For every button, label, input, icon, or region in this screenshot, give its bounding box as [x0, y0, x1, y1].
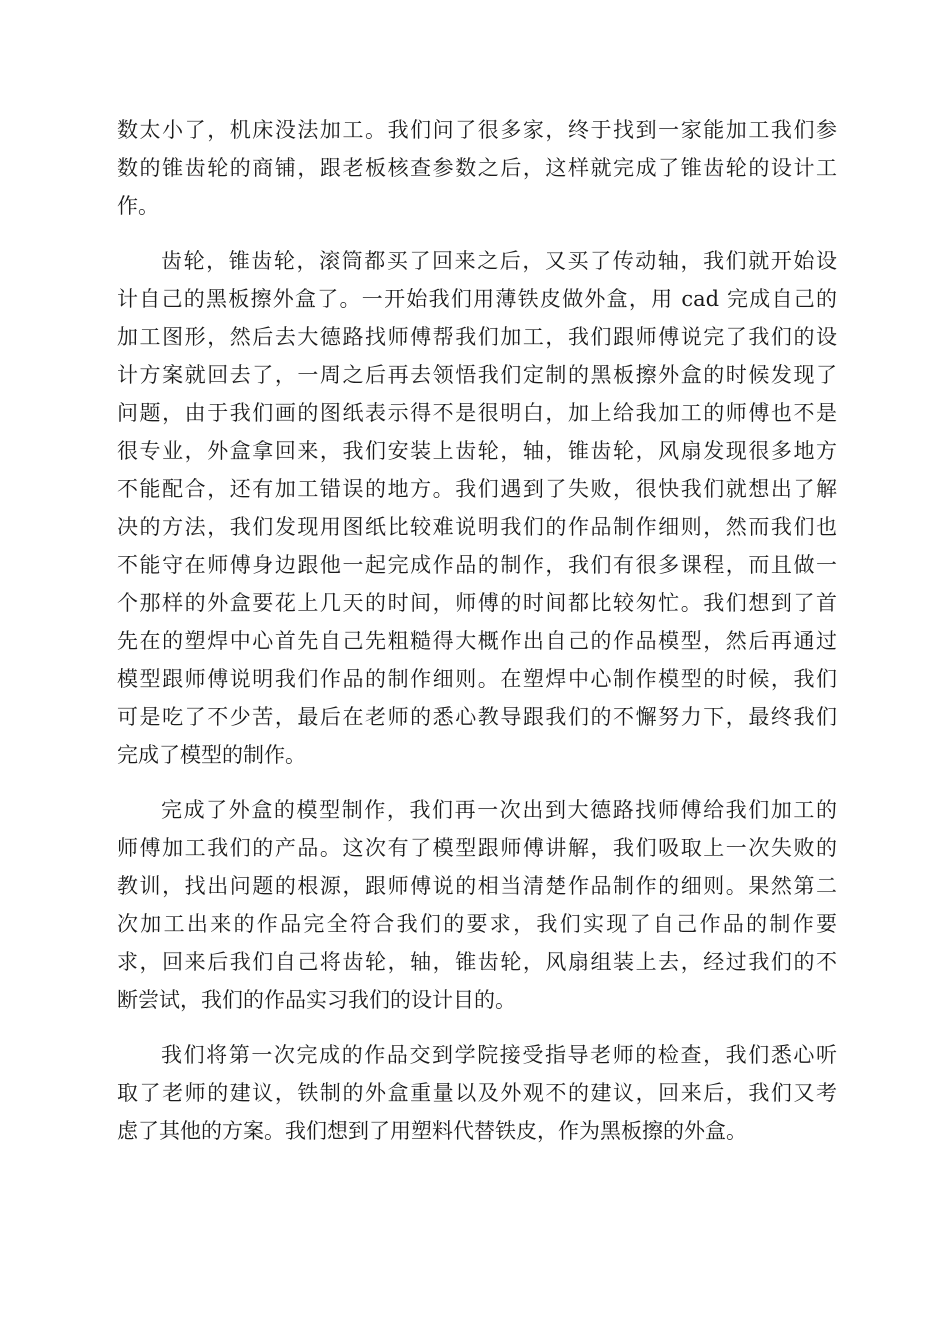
paragraph-2-line-7: 不能配合，还有加工错误的地方。我们遇到了失败，很快我们就想出了解 — [117, 477, 837, 501]
paragraph-2-line-12: 模型跟师傅说明我们作品的制作细则。在塑焊中心制作模型的时候，我们 — [117, 667, 837, 691]
paragraph-1-line-3: 作。 — [117, 194, 159, 218]
paragraph-2-line-9: 不能守在师傅身边跟他一起完成作品的制作，我们有很多课程，而且做一 — [117, 553, 837, 577]
paragraph-2-line-4: 计方案就回去了，一周之后再去领悟我们定制的黑板擦外盒的时候发现了 — [117, 363, 837, 387]
paragraph-3-line-4: 次加工出来的作品完全符合我们的要求，我们实现了自己作品的制作要 — [117, 912, 837, 936]
paragraph-2-line-10: 个那样的外盒要花上几天的时间，师傅的时间都比较匆忙。我们想到了首 — [117, 591, 837, 615]
paragraph-3-line-1: 完成了外盒的模型制作，我们再一次出到大德路找师傅给我们加工的 — [161, 798, 837, 822]
paragraph-4-line-2: 取了老师的建议，铁制的外盒重量以及外观不的建议，回来后，我们又考 — [117, 1081, 837, 1105]
paragraph-1-line-2: 数的锥齿轮的商铺，跟老板核查参数之后，这样就完成了锥齿轮的设计工 — [117, 156, 837, 180]
paragraph-2-line-8: 决的方法，我们发现用图纸比较难说明我们的作品制作细则，然而我们也 — [117, 515, 837, 539]
paragraph-2-line-11: 先在的塑焊中心首先自己先粗糙得大概作出自己的作品模型，然后再通过 — [117, 629, 837, 653]
paragraph-3-line-6: 断尝试，我们的作品实习我们的设计目的。 — [117, 988, 516, 1012]
paragraph-2-line-14: 完成了模型的制作。 — [117, 743, 306, 767]
paragraph-2-line-1: 齿轮，锥齿轮，滚筒都买了回来之后，又买了传动轴，我们就开始设 — [161, 249, 837, 273]
paragraph-2-line-5: 问题，由于我们画的图纸表示得不是很明白，加上给我加工的师傅也不是 — [117, 401, 837, 425]
paragraph-2-line-2: 计自己的黑板擦外盒了。一开始我们用薄铁皮做外盒，用 cad 完成自己的 — [117, 287, 837, 311]
paragraph-3-line-3: 教训，找出问题的根源，跟师傅说的相当清楚作品制作的细则。果然第二 — [117, 874, 837, 898]
paragraph-1-line-1: 数太小了，机床没法加工。我们问了很多家，终于找到一家能加工我们参 — [117, 118, 837, 142]
paragraph-2-line-6: 很专业，外盒拿回来，我们安装上齿轮，轴，锥齿轮，风扇发现很多地方 — [117, 439, 837, 463]
paragraph-3-line-5: 求，回来后我们自己将齿轮，轴，锥齿轮，风扇组装上去，经过我们的不 — [117, 950, 837, 974]
paragraph-4-line-3: 虑了其他的方案。我们想到了用塑料代替铁皮，作为黑板擦的外盒。 — [117, 1119, 747, 1143]
paragraph-4-line-1: 我们将第一次完成的作品交到学院接受指导老师的检查，我们悉心听 — [161, 1043, 837, 1067]
paragraph-2-line-13: 可是吃了不少苦，最后在老师的悉心教导跟我们的不懈努力下，最终我们 — [117, 705, 837, 729]
paragraph-2-line-3: 加工图形，然后去大德路找师傅帮我们加工，我们跟师傅说完了我们的设 — [117, 325, 837, 349]
paragraph-3-line-2: 师傅加工我们的产品。这次有了模型跟师傅讲解，我们吸取上一次失败的 — [117, 836, 837, 860]
